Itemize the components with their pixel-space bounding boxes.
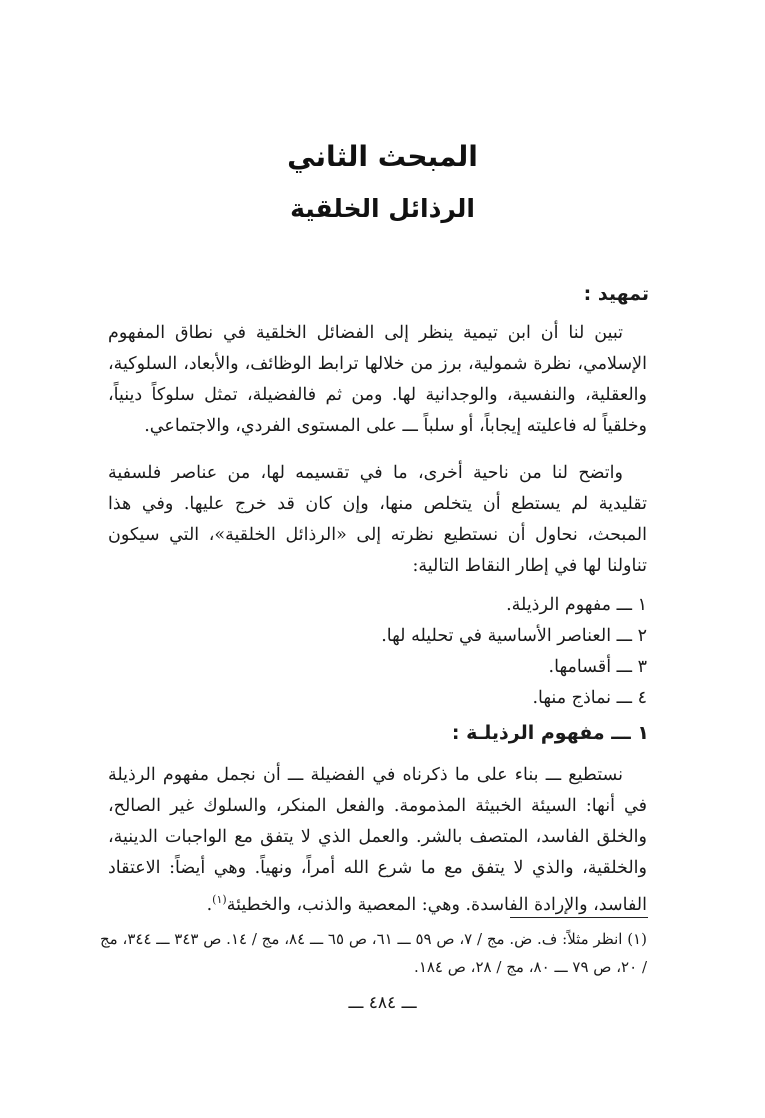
section1-heading: ١ ـــ مفهوم الرذيلـة : — [451, 722, 649, 744]
footnote: (١) انظر مثلاً: ف. ض. مج / ٧، ص ٥٩ ـــ ٦١، ص ٦٥ ـــ ٨٤، مج / ١٤. ص ٣٤٣ ـــ ٣٤٤، مج / ٢٠، ص ٧٩ ـــ ٨٠، مج / ٢٨، ص ١٨٤. — [100, 930, 647, 976]
paragraph-points-intro-text: واتضح لنا من ناحية أخرى، ما في تقسيمه لها، من عناصر فلسفية تقليدية لم يستطع أن يتخلص منها، وإن كان قد خرج عليها. وفي هذا المبحث، نحاول أن نستطيع نظرته إلى «الرذائل الخلقية»، التي سيكون تناولنا لها في إطار النقاط التالية: — [108, 463, 647, 576]
section-title: المبحث الثاني — [287, 140, 478, 173]
paragraph-points-intro — [108, 458, 647, 582]
footnote-ref: (١) — [212, 893, 227, 906]
points-list — [381, 590, 647, 714]
paragraph-intro — [108, 318, 647, 442]
intro-heading: تمهيد : — [583, 283, 649, 305]
paragraph-definition: نستطيع ـــ بناء على ما ذكرناه في الفضيلة ـــ أن نجمل مفهوم الرذيلة في أنها: السيئة الخبيثة المذمومة. والفعل المنكر، والسلوك غير الصالح، والخلق الفاسد، المتصف بالشر. والعمل الذي لا يتفق مع الواجبات الدينية، والخلقية، والذي لا يتفق مع ما شرع الله أمراً، ونهياً. وهي أيضاً: الاعتقاد الفاسد، والإرادة الفاسدة. وهي: المعصية والذنب، والخطيئة$^{(١)}$. — [108, 765, 647, 915]
list-item-number: ٣ ـــ — [616, 657, 647, 677]
list-item-text: مفهوم الرذيلة. — [506, 595, 612, 615]
page-number: ـــ ٤٨٤ ـــ — [348, 993, 417, 1013]
footnote-separator — [510, 917, 648, 918]
list-item-number: ٤ ـــ — [616, 688, 647, 708]
list-item-text: أقسامها. — [548, 657, 612, 677]
list-item — [381, 683, 647, 714]
list-item-number: ٢ ـــ — [616, 626, 647, 646]
list-item-number: ١ ـــ — [616, 595, 647, 615]
list-item — [381, 621, 647, 652]
list-item-text: العناصر الأساسية في تحليله لها. — [381, 626, 612, 646]
list-item — [381, 590, 647, 621]
paragraph-definition-text: نستطيع ـــ بناء على ما ذكرناه في الفضيلة ـــ أن نجمل مفهوم الرذيلة في أنها: السيئة الخبيثة المذمومة. والفعل المنكر، والسلوك غير الصالح، والخلق الفاسد، المتصف بالشر. والعمل الذي لا يتفق مع الواجبات الدينية، والخلقية، والذي لا يتفق مع ما شرع الله أمراً، ونهياً. وهي أيضاً: الاعتقاد الفاسد، والإرادة الفاسدة. وهي: المعصية والذنب، والخطيئة — [108, 765, 647, 915]
list-item-text: نماذج منها. — [532, 688, 612, 708]
list-item — [381, 652, 647, 683]
section-subtitle: الرذائل الخلقية — [290, 194, 475, 223]
paragraph-intro-text: تبين لنا أن ابن تيمية ينظر إلى الفضائل الخلقية في نطاق المفهوم الإسلامي، نظرة شمولية، برز من خلالها ترابط الوظائف، والأبعاد، السلوكية، والعقلية، والنفسية، والوجدانية لها. ومن ثم فالفضيلة، تمثل سلوكاً دينياً، وخلقياً له فاعليته إيجاباً، أو سلباً ـــ على المستوى الفردي، والاجتماعي. — [108, 323, 647, 436]
